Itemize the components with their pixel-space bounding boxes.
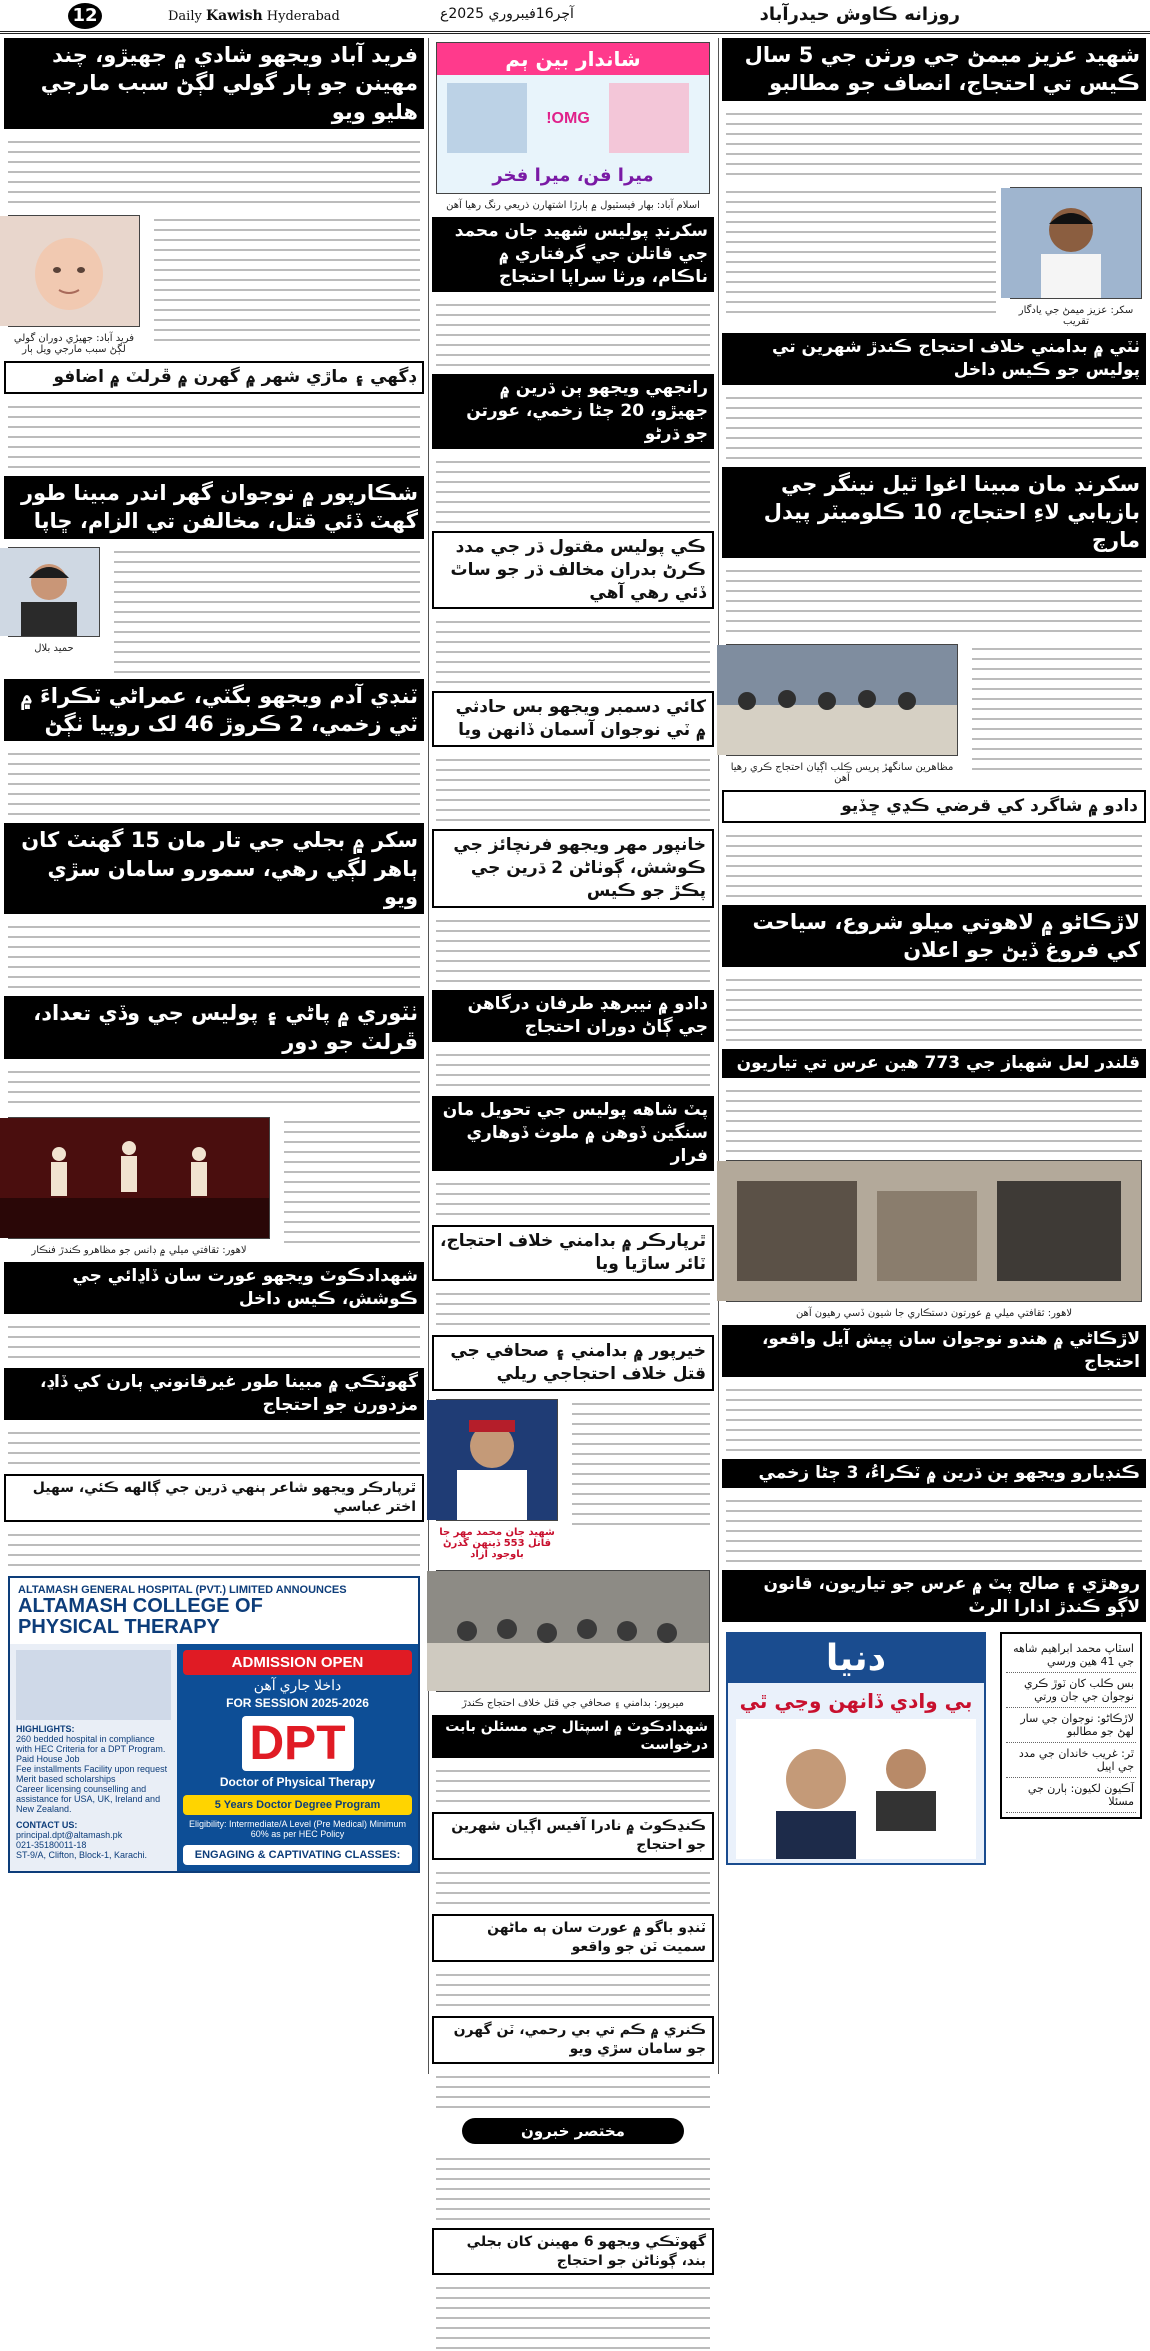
- right-column: [722, 38, 1146, 2074]
- svg-text:OMG!: OMG!: [546, 110, 590, 127]
- headline: رانجهي ويجهو ٻن ڌرين ۾ جهيڙو، 20 ڄڻا زخمي، عورتن جو ڌرڻو: [432, 374, 714, 449]
- article-body: [436, 1966, 710, 2010]
- festival-banner: [436, 42, 710, 194]
- article-body: [114, 543, 420, 673]
- headline: لاڙڪاڻو ۾ لاهوتي ميلو شروع، سياحت کي فروغ ڏيڻ جو اعلان: [722, 905, 1146, 968]
- article-body: [436, 912, 710, 984]
- headline: لاڙڪاڻي ۾ هندو نوجوان سان پيش آيل واقعو، احتجاج: [722, 1325, 1146, 1377]
- headline: ٿرپارڪر ويجهو شاعر ٻنهي ڌرين جي ڳالهه ڪئي، سهيل اختر عباسي: [4, 1474, 424, 1522]
- paper-prefix: Daily: [168, 9, 202, 24]
- headline: خانپور مهر ويجهو فرنچائز جي ڪوشش، ڳوٺاڻن 2 ڌرين جي پڪڙ جو ڪيس: [432, 829, 714, 908]
- events-list: [1000, 1632, 1142, 1819]
- dunya-tagline: بي وادي ڏانهن وڃي ٿي: [739, 1688, 973, 1713]
- article-body: [8, 1318, 420, 1362]
- dunya-brand: دنيا: [728, 1634, 984, 1683]
- article-body: [8, 1424, 420, 1468]
- headline: فريد آباد ويجهو شادي ۾ جهيڙو، چند مهينن جو ٻار گولي لڳڻ سبب مارجي هليو ويو: [4, 38, 424, 129]
- article-body: [436, 1762, 710, 1806]
- left-column: [4, 38, 424, 2074]
- photo-caption: ميرپور: بدامني ۽ صحافي جي قتل خلاف احتجاج ڪندڙ: [461, 1697, 685, 1709]
- headline: ڪنري ۾ ڪم تي بي رحمي، ٽن گهرن جو سامان سڙي ويو: [432, 2016, 714, 2064]
- headline: ڊگهي ۽ ماڙي شهر ۾ گهرن ۾ ڦرلٽ ۾ اضافو: [4, 361, 424, 394]
- photo-caption: مظاهرين سانگهڙ پريس ڪلب اڳيان احتجاج ڪري رهيا آهن: [730, 761, 954, 784]
- article-body: [572, 1395, 710, 1525]
- list-item: ٿر: غريب خاندان جي مدد جي اپيل: [1006, 1743, 1136, 1778]
- photo-caption: شهيد جان محمد مهر جا قاتل 553 ڏينهن گذرڻ باوجود آزاد: [439, 1526, 555, 1560]
- photo-caption: اسلام آباد: بهار فيسٽيول ۾ ٻارڙا اشتهارن ذريعي رنگ رهيا آهن: [446, 200, 700, 211]
- short-news-label: مختصر خبرون: [462, 2118, 684, 2144]
- engaging-classes: ENGAGING & CAPTIVATING CLASSES:: [183, 1845, 412, 1865]
- photo-caption: سکر: عزيز ميمڻ جي يادگار تقريب: [1018, 304, 1134, 327]
- paper-city: Hyderabad: [266, 9, 340, 24]
- article-body: [726, 971, 1142, 1043]
- contact-email[interactable]: principal.dpt@altamash.pk: [16, 1829, 123, 1840]
- headline: ڪنڊيارو ويجهو ٻن ڌرين ۾ ٽڪراءُ، 3 ڄڻا زخمي: [722, 1459, 1146, 1488]
- article-body: [8, 745, 420, 817]
- headline: قلندر لعل شهباز جي 773 هين عرس تي تياريون: [722, 1049, 1146, 1078]
- middle-column: [432, 38, 714, 2269]
- market-photo: [726, 1160, 1142, 1302]
- article-body: [726, 105, 1142, 177]
- article-body: [436, 2068, 710, 2112]
- photo-caption: لاهور: ثقافتي ميلي ۾ ڊانس جو مظاهرو ڪندڙ فنڪار: [31, 1245, 247, 1257]
- ad-title: PHYSICAL THERAPY: [18, 1615, 220, 1638]
- headline: شهدادڪوٽ ۾ اسپتال جي مسئلن بابت درخواست: [432, 1715, 714, 1759]
- column-rule: [428, 38, 429, 2074]
- headline: روهڙي ۽ صالح پٽ ۾ عرس جو تياريون، قانون لاڳو ڪندڙ ادارا الرٽ: [722, 1570, 1146, 1622]
- list-item: لاڙڪاڻو: نوجوان جي سار لهڻ جو مطالبو: [1006, 1708, 1136, 1743]
- program-duration: 5 Years Doctor Degree Program: [183, 1795, 412, 1815]
- article-body: [436, 2279, 710, 2351]
- highlight: Paid House Job: [16, 1753, 80, 1764]
- headline: شهيد عزيز ميمڻ جي ورثن جي 5 سال ڪيس تي احتجاج، انصاف جو مطالبو: [722, 38, 1146, 101]
- ad-line: ALTAMASH GENERAL HOSPITAL: [18, 1583, 193, 1596]
- paper-name-sindhi: روزانه ڪاوش حيدرآباد: [759, 4, 960, 25]
- article-body: [8, 918, 420, 990]
- headline: پٽ شاهه پوليس جي تحويل مان سنگين ڏوهن ۾ ملوث ڏوهاري فرار: [432, 1096, 714, 1171]
- banner-subtitle: ميرا فن، ميرا فخر: [492, 165, 654, 186]
- article-body: [436, 1046, 710, 1090]
- headline: سکر ۾ بجلي جي تار مان 15 گهنٽ کان ٻاهر لڳي رهي، سمورو سامان سڙي ويو: [4, 823, 424, 914]
- article-body: [726, 827, 1142, 899]
- article-body: [972, 640, 1142, 770]
- eligibility: Eligibility: Intermediate/A Level (Pre Medical) Minimum 60% as per HEC Policy: [188, 1818, 407, 1839]
- ad-line: (PVT.) LIMITED ANNOUNCES: [195, 1583, 347, 1596]
- masthead: [0, 0, 1150, 34]
- headline: ٽنڊو باگو ۾ عورت سان ٻه ماڻهن سميت ٽن جو واقعو: [432, 1914, 714, 1962]
- article-body: [8, 133, 420, 205]
- article-body: [726, 1381, 1142, 1453]
- headline: سکرنڊ پوليس شهيد جان محمد جي قاتلن جي گرفتاري ۾ ناڪام، ورثا سراپا احتجاج: [432, 217, 714, 292]
- article-body: [436, 1285, 710, 1329]
- headline: شڪارپور ۾ نوجوان گهر اندر مبينا طور گهٽ ڏئي قتل، مخالفن تي الزام، ڇاپا: [4, 476, 424, 539]
- session: FOR SESSION 2025-2026: [226, 1695, 369, 1710]
- baby-photo: [8, 215, 140, 327]
- program-short: DPT: [242, 1716, 354, 1771]
- article-body: [436, 751, 710, 823]
- headline: ٽنڊي آدم ويجهو بگٽي، عمراڻي ٽڪراءَ ۾ ٽي زخمي، 2 ڪروڙ 46 لک روپيا ٺڳڻ: [4, 679, 424, 742]
- date-line: آچر16فيبروري 2025ع: [440, 6, 574, 22]
- article-body: [726, 183, 996, 313]
- hospital-building-icon: [16, 1650, 171, 1720]
- paper-name: Kawish: [205, 8, 263, 24]
- highlights-title: HIGHLIGHTS:: [16, 1723, 75, 1734]
- headline: ٿرپارڪر ۾ بدامني خلاف احتجاج، ٽائر ساڙيا ويا: [432, 1225, 714, 1281]
- article-body: [436, 613, 710, 685]
- ad-title: ALTAMASH COLLEGE OF: [18, 1594, 263, 1617]
- dance-photo: [8, 1117, 270, 1239]
- headline: خيرپور ۾ بدامني ۽ صحافي جي قتل خلاف احتجاجي ريلي: [432, 1335, 714, 1391]
- photo-caption: لاهور: ثقافتي ميلي ۾ عورتون دستڪاري جا شيون ڏسي رهيون آهن: [795, 1308, 1073, 1320]
- article-body: [436, 1175, 710, 1219]
- headline: ڪي پوليس مقتول ڌر جي مدد ڪرڻ بدران مخالف ڌر جو ساٿ ڏئي رهي آهي: [432, 531, 714, 610]
- article-body: [726, 389, 1142, 461]
- advertisement-dunya[interactable]: [726, 1632, 986, 1865]
- article-body: [436, 453, 710, 525]
- paper-name-english: [168, 8, 340, 24]
- protest-photo: [726, 644, 958, 756]
- contact-title: CONTACT US:: [16, 1819, 78, 1830]
- banner-title: شاندار بين ٻم: [437, 43, 709, 75]
- headline: شهدادڪوٽ ويجهو عورت سان ڏاڍائي جي ڪوشش، ڪيس داخل: [4, 1262, 424, 1314]
- highlight: Fee installments Facility upon request: [16, 1763, 168, 1774]
- headline: گهوٽڪي ۾ مبينا طور غيرقانوني ٻارن کي ڏاڍ، مزدورن جو احتجاج: [4, 1368, 424, 1420]
- page-number: 12: [68, 3, 102, 29]
- article-body: [284, 1113, 420, 1243]
- admission-sindhi: داخلا جاري آهن: [253, 1676, 342, 1693]
- portrait-photo: [8, 547, 100, 637]
- article-body: [8, 1526, 420, 1570]
- headline: دادو ۾ شاگرد کي قرضي ڪڍي ڇڏيو: [722, 790, 1146, 823]
- headline: ٺٽي ۾ بدامني خلاف احتجاج ڪندڙ شهرين تي پوليس جو ڪيس داخل: [722, 333, 1146, 385]
- article-body: [726, 1492, 1142, 1564]
- portrait-photo: [1010, 187, 1142, 299]
- highlight: Merit based scholarships: [16, 1773, 116, 1784]
- photo-caption: فريد آباد: جهيڙي دوران گولي لڳڻ سبب مارجي ويل ٻار: [13, 333, 135, 356]
- admission-badge: ADMISSION OPEN: [183, 1650, 412, 1675]
- article-body: [436, 296, 710, 368]
- headline: ٺٽوري ۾ پاڻي ۽ پوليس جي وڏي تعداد، ڦرلٽ جو دور: [4, 996, 424, 1059]
- headline: گهوٽڪي ويجهو 6 مهينن کان بجلي بند، ڳوٺاڻن جو احتجاج: [432, 2228, 714, 2276]
- headline: ڪنڍڪوٽ ۾ نادرا آفيس اڳيان شهرين جو احتجاج: [432, 1812, 714, 1860]
- article-body: [8, 398, 420, 470]
- article-body: [726, 1082, 1142, 1154]
- list-item: بس ڪلب کان ٽوڙ ڪري نوجوان جي جان ورتي: [1006, 1673, 1136, 1708]
- protest-photo: [436, 1570, 710, 1692]
- article-body: [726, 562, 1142, 634]
- list-item: آڪيون لکيون: ٻارن جي مسئلا: [1006, 1778, 1136, 1813]
- article-body: [436, 2150, 710, 2222]
- advertisement-altamash[interactable]: [8, 1576, 420, 1873]
- headline: سکرنڊ مان مبينا اغوا ٿيل نينگر جي بازيابي لاءِ احتجاج، 10 ڪلوميٽر پيدل مارچ: [722, 467, 1146, 558]
- portrait-photo: [436, 1399, 558, 1521]
- article-body: [436, 1864, 710, 1908]
- article-body: [154, 211, 420, 341]
- contact-phone[interactable]: 021-35180011-18: [16, 1839, 87, 1850]
- column-rule: [718, 38, 719, 2074]
- highlight: 260 bedded hospital in compliance with HEC Criteria for a DPT Program.: [16, 1733, 166, 1754]
- list-item: اسٽاپ محمد ابراهيم شاهه جي 41 هين ورسي: [1006, 1638, 1136, 1673]
- highlight: Career licensing counselling and assistance for USA, UK, Ireland and New Zealand.: [16, 1783, 161, 1814]
- program-full: Doctor of Physical Therapy: [219, 1774, 376, 1789]
- headline: دادو ۾ نيبرهڊ طرفان درگاهن جي ڳاڻ دوران احتجاج: [432, 990, 714, 1042]
- headline: کائي دسمبر ويجهو بس حادثي ۾ ٽي نوجوان آسمان ڏانهن ويا: [432, 691, 714, 747]
- contact-address: ST-9/A, Clifton, Block-1, Karachi.: [16, 1849, 148, 1860]
- photo-caption: حميد بلال: [34, 642, 74, 654]
- article-body: [8, 1063, 420, 1107]
